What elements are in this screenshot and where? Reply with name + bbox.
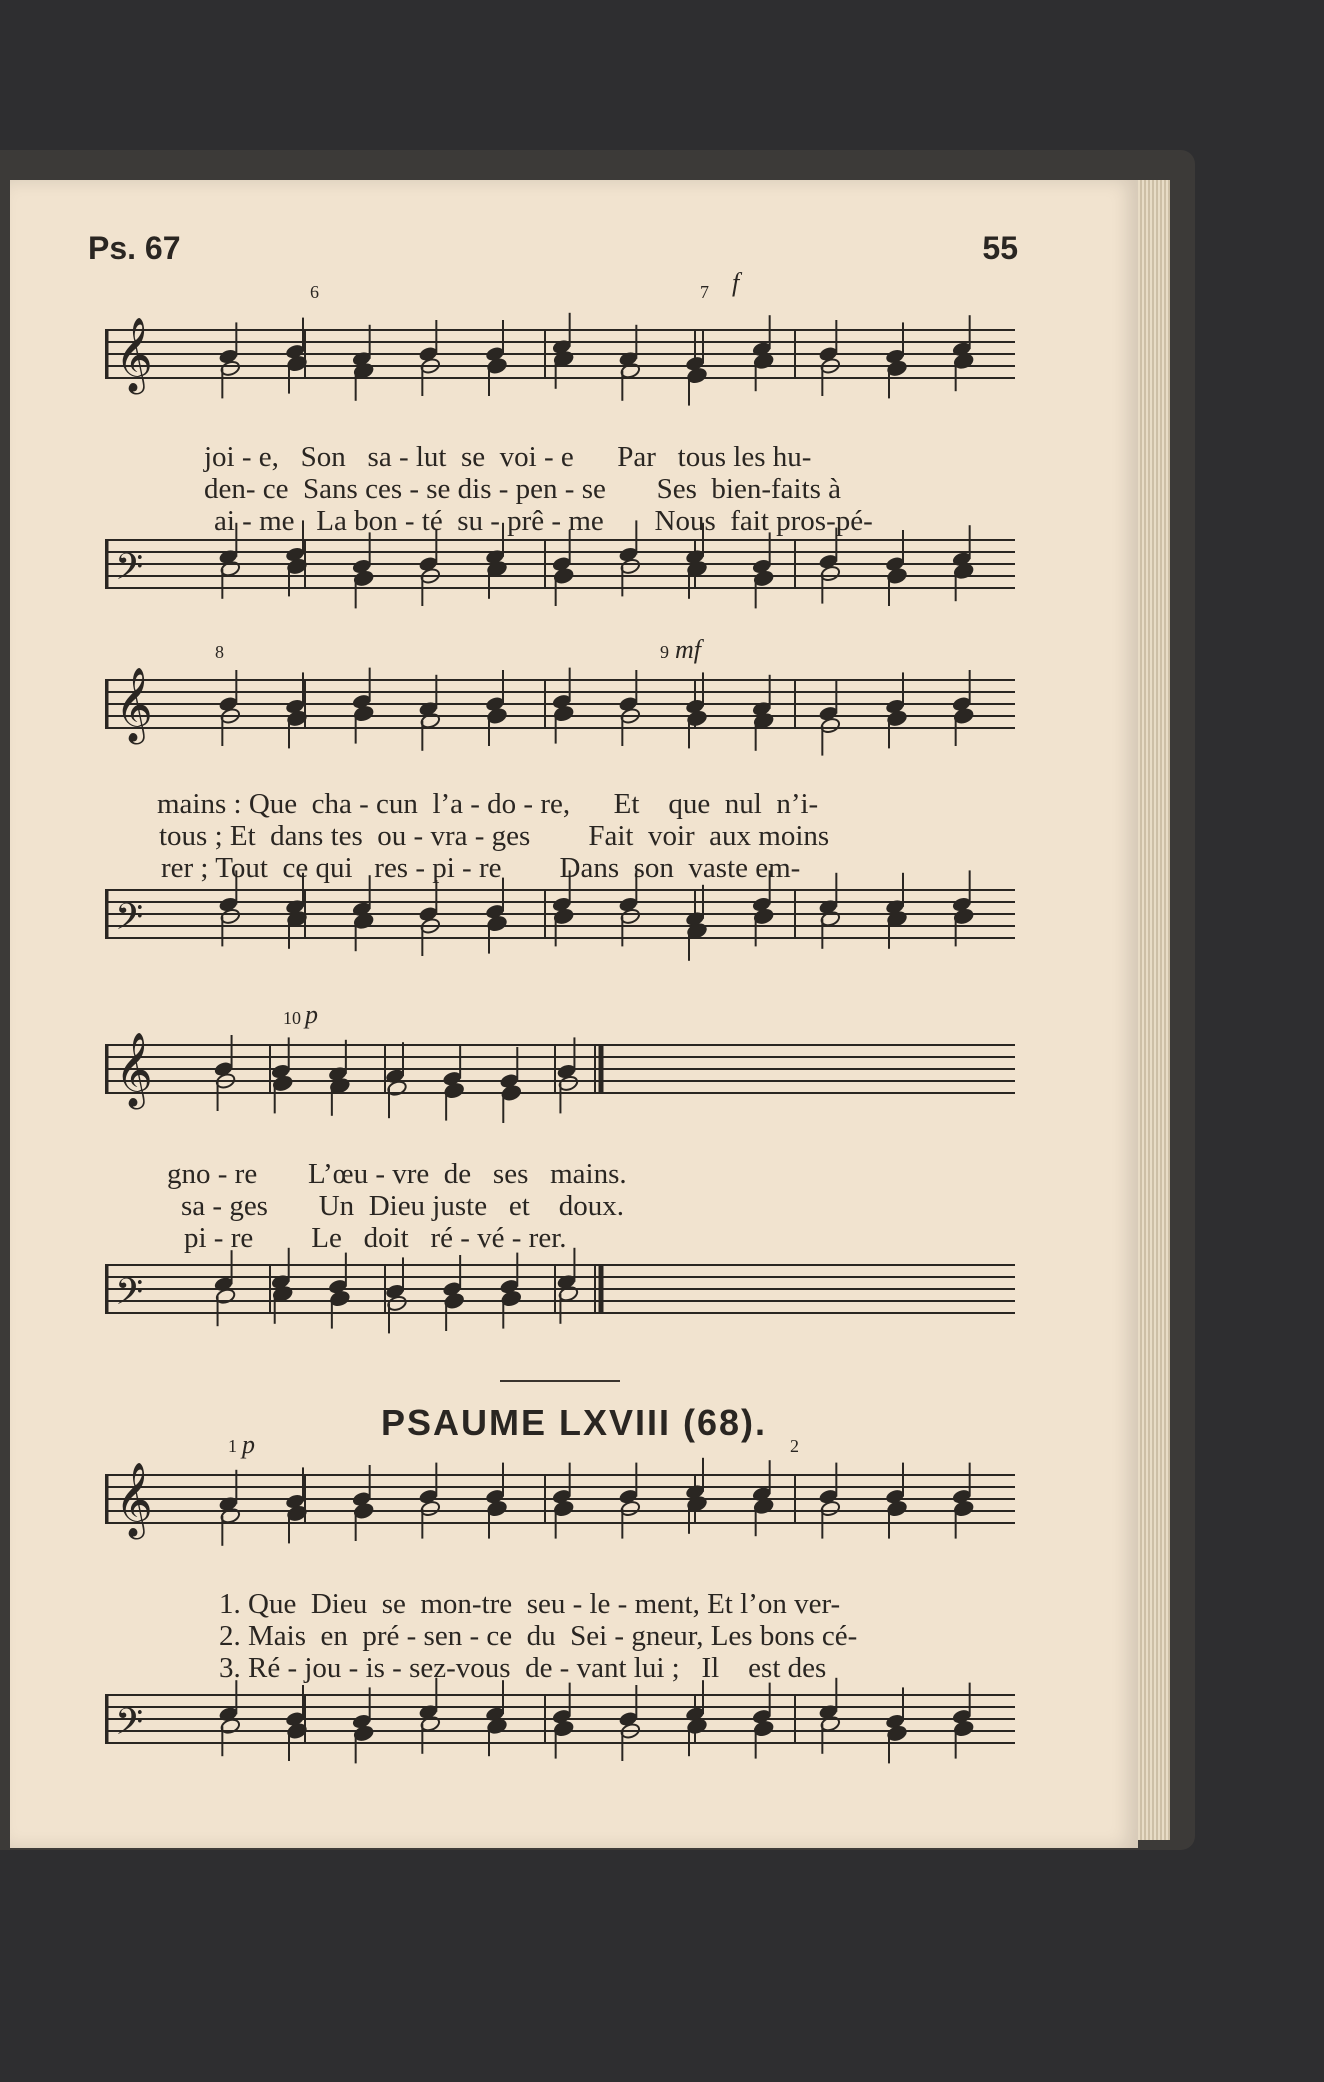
- psalm-title: PSAUME LXVIII (68).: [380, 1402, 768, 1443]
- system-2-treble-staff: [105, 655, 1015, 765]
- system-3-measure-10: 10: [283, 1008, 301, 1028]
- system-2-lyric-verse-1: mains : Que cha - cun l’a - do - re, Et que nul n’i-: [157, 788, 819, 820]
- treble-clef-icon: 𝄞: [115, 318, 153, 392]
- system-3-bass-staff: [105, 1240, 1015, 1350]
- system-4-bass-staff: [105, 1670, 1015, 1780]
- system-3-lyric-verse-2: sa - ges Un Dieu juste et doux.: [181, 1190, 625, 1222]
- system-1-measure-6: 6: [310, 282, 319, 302]
- running-header-left: Ps. 67: [88, 230, 181, 266]
- system-2-measure-9: 9: [660, 642, 669, 662]
- system-2-lyric-verse-3: rer ; Tout ce qui res - pi - re Dans son vaste em-: [161, 852, 801, 884]
- treble-clef-icon: 𝄞: [115, 1463, 153, 1537]
- bass-clef-icon: 𝄢: [115, 1271, 144, 1322]
- section-divider: [500, 1380, 620, 1382]
- system-1-lyric-verse-3: ai - me La bon - té su - prê - me Nous fait pros-pé-: [214, 505, 873, 537]
- book-page: [10, 180, 1138, 1848]
- system-1-lyric-verse-1: joi - e, Son sa - lut se voi - e Par tous les hu-: [204, 441, 812, 473]
- system-4-measure-1: 1: [228, 1436, 237, 1456]
- system-3-lyric-verse-3: pi - re Le doit ré - vé - rer.: [184, 1222, 567, 1254]
- bass-clef-icon: 𝄢: [115, 546, 144, 597]
- system-1-treble-staff: [105, 305, 1015, 415]
- system-4-measure-2: 2: [790, 1436, 799, 1456]
- system-1-lyric-verse-2: den- ce Sans ces - se dis - pen - se Ses bien-faits à: [204, 473, 842, 505]
- system-3-dynamic: p: [305, 1000, 318, 1029]
- system-1-measure-7: 7: [700, 282, 709, 302]
- system-4-dynamic: p: [242, 1430, 255, 1459]
- page-number: 55: [982, 230, 1018, 266]
- system-4-lyric-verse-1: 1. Que Dieu se mon-tre seu - le - ment, Et l’on ver-: [219, 1588, 841, 1620]
- system-1-bass-staff: [105, 515, 1015, 625]
- system-3-treble-staff: [105, 1020, 1015, 1130]
- bass-clef-icon: 𝄢: [115, 896, 144, 947]
- system-1-dynamic: f: [732, 268, 740, 297]
- system-4-treble-staff: [105, 1450, 1015, 1560]
- treble-clef-icon: 𝄞: [115, 668, 153, 742]
- system-3-lyric-verse-1: gno - re L’œu - vre de ses mains.: [167, 1158, 627, 1190]
- treble-clef-icon: 𝄞: [115, 1033, 153, 1107]
- system-2-lyric-verse-2: tous ; Et dans tes ou - vra - ges Fait voir aux moins: [159, 820, 830, 852]
- system-2-dynamic: mf: [675, 635, 701, 664]
- system-2-measure-8: 8: [215, 642, 224, 662]
- system-2-bass-staff: [105, 865, 1015, 975]
- system-4-lyric-verse-2: 2. Mais en pré - sen - ce du Sei - gneur, Les bons cé-: [219, 1620, 858, 1652]
- system-4-lyric-verse-3: 3. Ré - jou - is - sez-vous de - vant lui ; Il est des: [219, 1652, 827, 1684]
- bass-clef-icon: 𝄢: [115, 1701, 144, 1752]
